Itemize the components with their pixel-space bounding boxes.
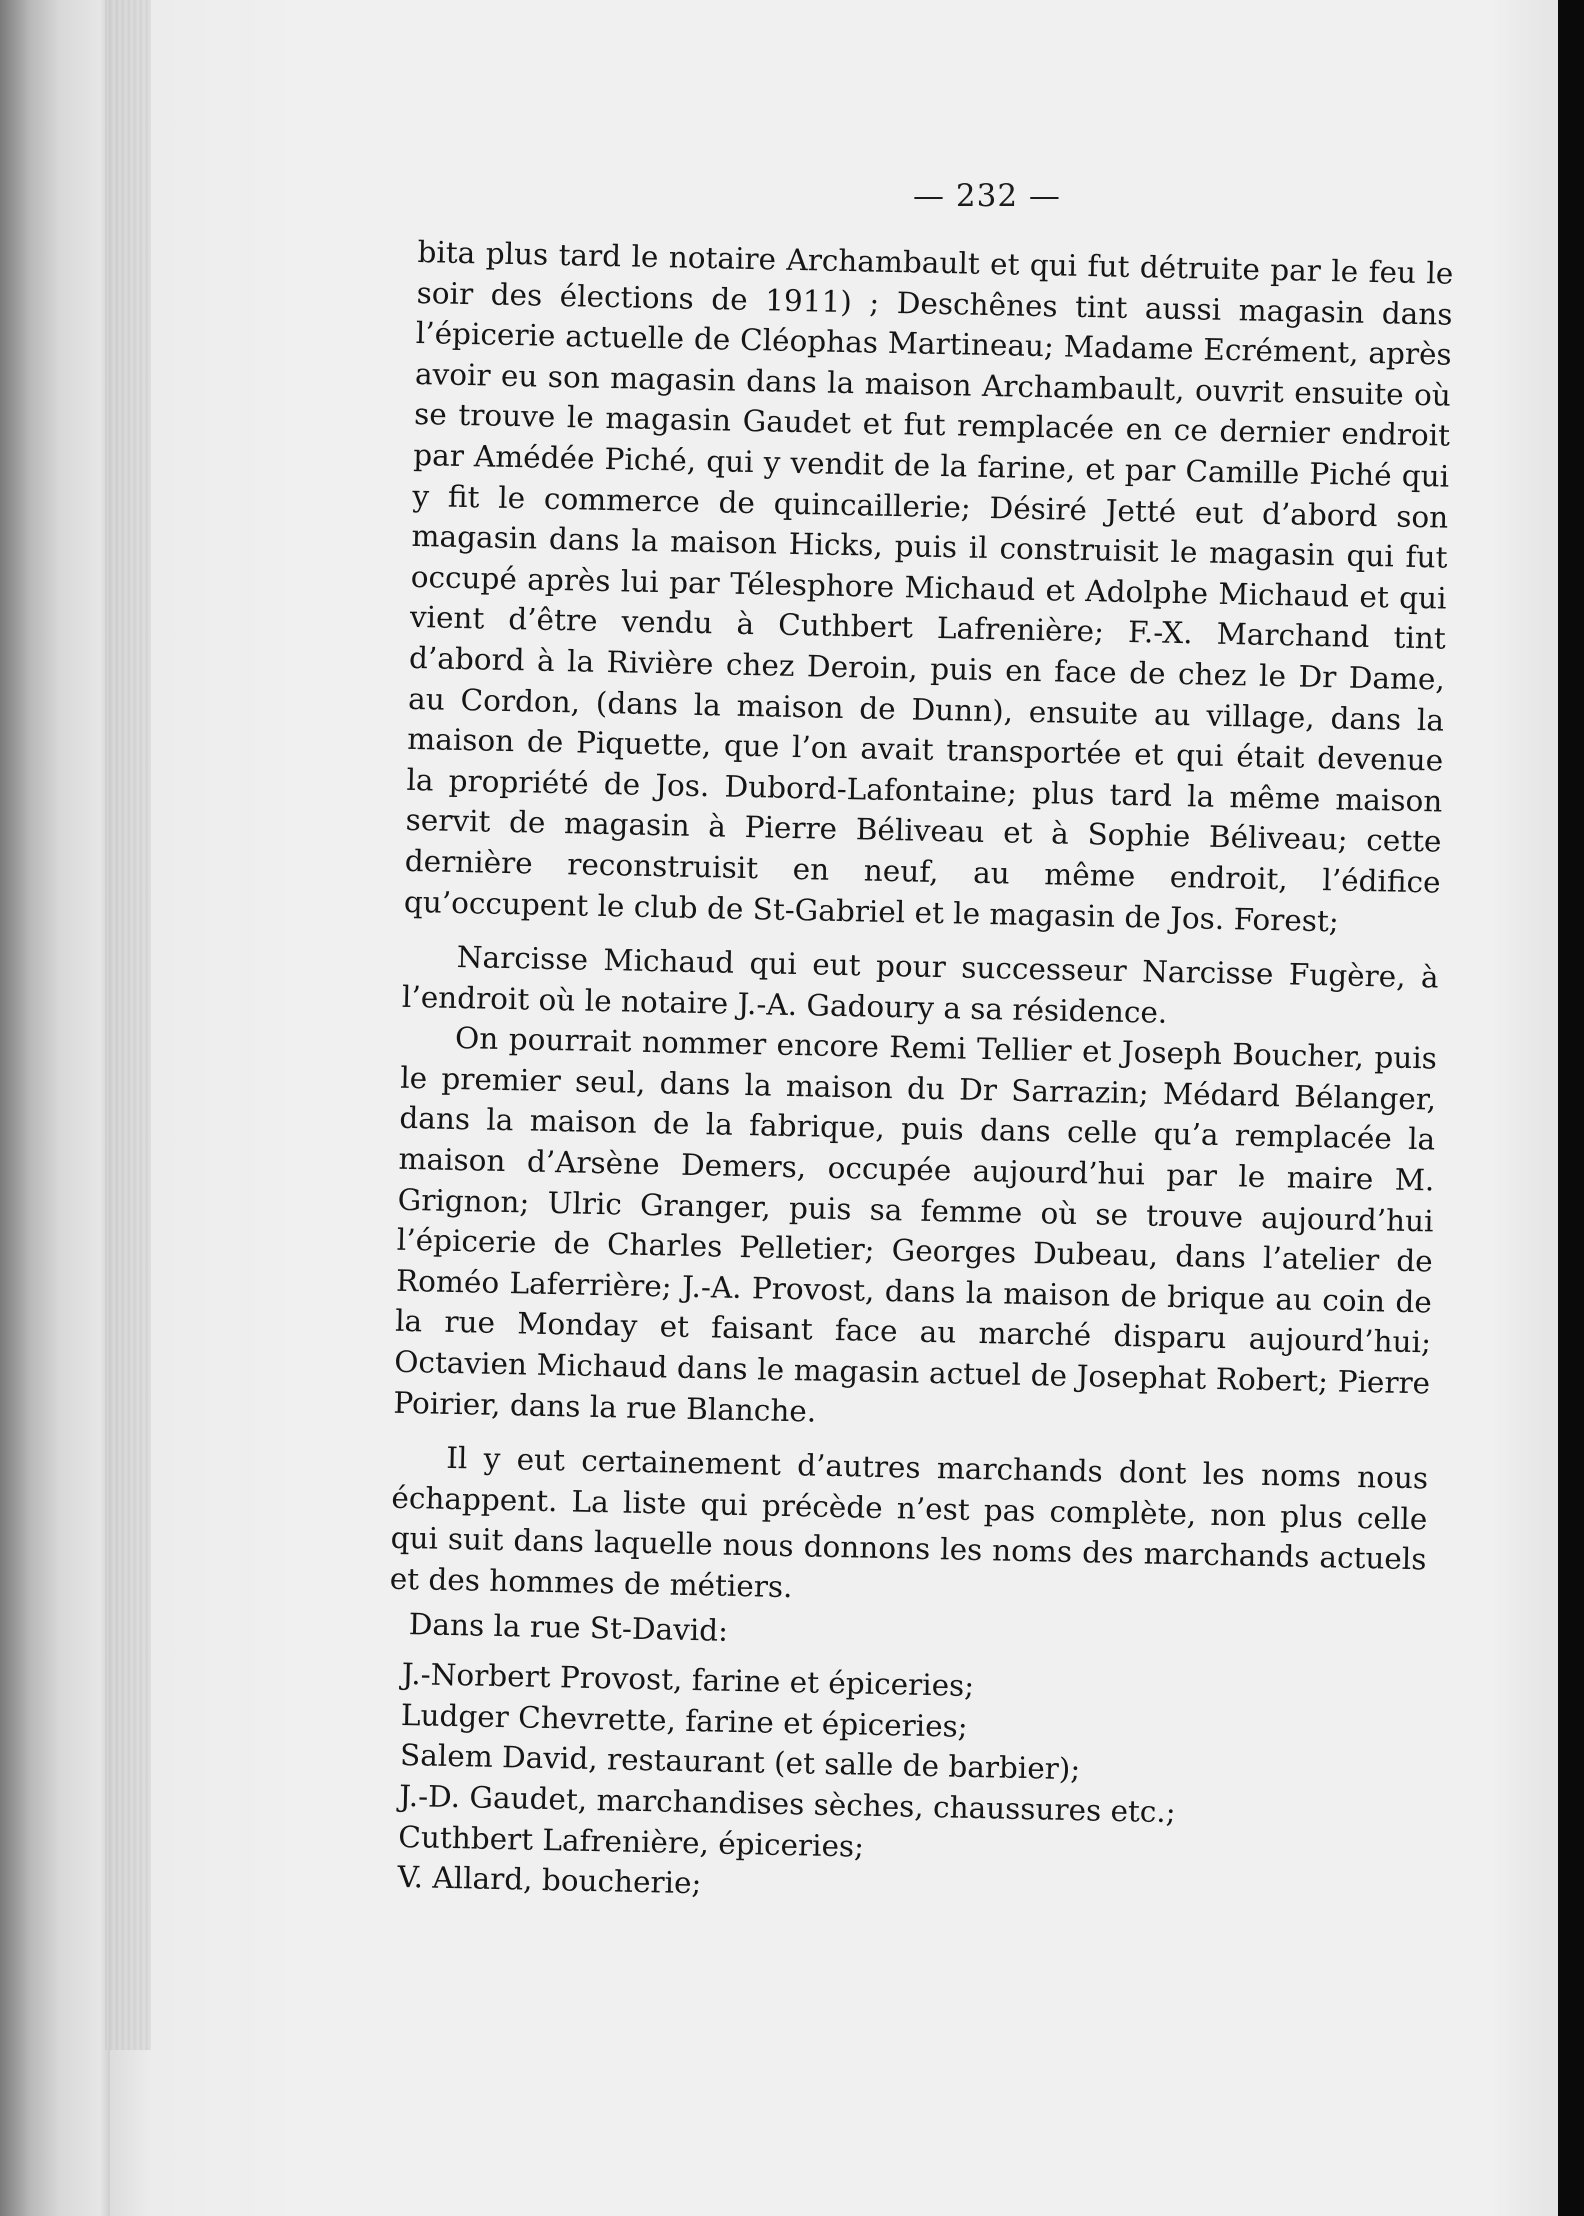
page-number: — 232 — <box>913 178 1061 214</box>
list-item: Cuthbert Lafrenière, épiceries; <box>398 1819 865 1864</box>
list-item: J.-D. Gaudet, marchandises sèches, chaussures etc.; <box>398 1778 1177 1830</box>
paragraph-3: On pourrait nommer encore Remi Tellier et Joseph Boucher, puis le premier seul, dans la maison du Dr Sarrazin; Médard Bélanger, dans la maison de la fabrique, puis dans celle qu’a remplacée la maison d’Arsène Demers, occupée aujourd’hui par le maire M. Grignon; Ulric Granger, puis sa femme où se trouve aujourd’hui l’épicerie de Charles Pelletier; Georges Dubeau, dans l’atelier de Roméo Laferrière; J.-A. Provost, dans la maison de brique au coin de la rue Monday et faisant face au marché disparu aujourd’hui; Octavien Michaud dans le magasin actuel de Josephat Robert; Pierre Poirier, dans la rue Blanche. <box>393 1021 1438 1429</box>
book-binding-edge <box>0 0 110 2216</box>
page-stack-edges <box>105 0 151 2050</box>
page-body-text <box>383 232 1454 1919</box>
list-item: J.-Norbert Provost, farine et épiceries; <box>401 1657 975 1704</box>
list-item: Salem David, restaurant (et salle de barbier); <box>399 1738 1081 1787</box>
scan-border-right <box>1558 0 1584 2216</box>
paragraph-2: Narcisse Michaud qui eut pour successeur Narcisse Fugère, à l’endroit où le notaire J.-A. Gadoury a sa résidence. <box>401 940 1439 1030</box>
list-intro: Dans la rue St-David: <box>408 1606 729 1648</box>
merchant-list <box>383 1654 1424 1919</box>
paragraph-1: bita plus tard le notaire Archambault et qui fut détruite par le feu le soir des élections de 1911) ; Deschênes tint aussi magasin dans l’épicerie actuelle de Cléophas Martineau; Madame Ecrément, après avoir eu son magasin dans la maison Archambault, ouvrit ensuite où se trouve le magasin Gaudet et fut remplacée en ce dernier endroit par Amédée Piché, qui y vendit de la farine, et par Camille Piché qui y fit le commerce de quincaillerie; Désiré Jetté eut d’abord son magasin dans la maison Hicks, puis il construisit le magasin qui fut occupé après lui par Télesphore Michaud et Adolphe Michaud et qui vient d’être vendu à Cuthbert Lafrenière; F.-X. Marchand tint d’abord à la Rivière chez Deroin, puis en face de chez le Dr Dame, au Cordon, (dans la maison de Dunn), ensuite au village, dans la maison de Piquette, que l’on avait transportée et qui était devenue la propriété de Jos. Dubord-Lafontaine; plus tard la même maison servit de magasin à Pierre Béliveau et à Sophie Béliveau; cette dernière reconstruisit en neuf, au même endroit, l’édifice qu’occupent le club de St-Gabriel et le magasin de Jos. Forest; <box>403 234 1454 938</box>
paragraph-4: Il y eut certainement d’autres marchands dont les noms nous échappent. La liste qui précède n’est pas complète, non plus celle qui suit dans laquelle nous donnons les noms des marchands actuels et des hommes de métiers. <box>389 1441 1429 1605</box>
list-item: Ludger Chevrette, farine et épiceries; <box>400 1697 969 1744</box>
list-item: V. Allard, boucherie; <box>397 1860 702 1901</box>
